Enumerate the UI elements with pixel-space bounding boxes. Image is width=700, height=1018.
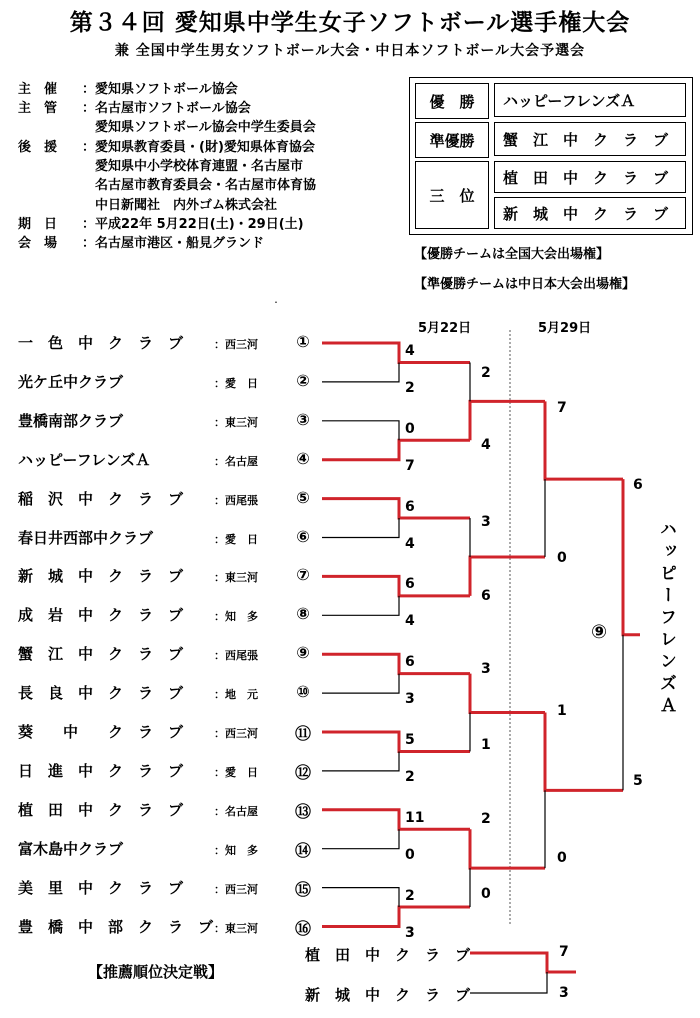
bracket-line	[322, 751, 399, 770]
champion-vertical: ハッピーフレンズＡ	[656, 520, 676, 718]
match-score: 4	[481, 437, 491, 453]
team-name: 植 田 中 ク ラ ブ	[18, 800, 184, 819]
match-score: 0	[481, 886, 491, 902]
team-row	[18, 489, 286, 509]
bracket-line	[322, 343, 470, 362]
team-seed: ⑦	[296, 565, 310, 585]
placement-team-1: 植 田 中 ク ラ ブ	[305, 946, 471, 964]
final-seed: ⑨	[591, 621, 608, 643]
team-seed: ⑨	[296, 643, 310, 663]
team-name: 日 進 中 ク ラ ブ	[18, 761, 184, 780]
team-region: ：愛 日	[214, 376, 258, 390]
team-seed: ⑬	[294, 801, 311, 821]
bracket-line	[322, 674, 399, 693]
match-score: 1	[557, 703, 567, 719]
match-score: 4	[405, 613, 415, 630]
runnerup-name: 蟹 江 中 ク ラ ブ	[494, 122, 686, 156]
info-row: 主 催 ：愛知県ソフトボール協会	[18, 82, 238, 97]
team-seed: ⑥	[296, 526, 310, 546]
team-row	[18, 722, 286, 742]
team-seed: ⑤	[296, 487, 310, 507]
match-score: 2	[405, 887, 415, 904]
placement-score-2: 3	[559, 985, 569, 1001]
team-row	[18, 450, 286, 470]
bracket-line	[322, 810, 470, 829]
bracket-line	[545, 713, 623, 791]
bracket-line	[322, 888, 399, 907]
team-row	[18, 761, 286, 781]
bracket-line	[322, 732, 470, 751]
team-seed: ③	[296, 409, 310, 429]
team-name: 葵 中 ク ラ ブ	[18, 723, 184, 741]
info-row: 愛知県ソフトボール協会中学生委員会	[95, 120, 316, 135]
bracket-line	[322, 499, 470, 518]
team-region: ：東三河	[214, 415, 258, 429]
team-name: 美 里 中 ク ラ ブ	[18, 878, 184, 897]
team-name: 豊橋南部クラブ	[18, 411, 124, 430]
champion-name: ハッピーフレンズＡ	[494, 83, 686, 117]
third-label: 三 位	[415, 161, 489, 229]
team-row	[18, 333, 286, 353]
match-score: 0	[405, 420, 415, 437]
bracket-line	[623, 479, 640, 635]
team-name: ハッピーフレンズＡ	[18, 450, 151, 469]
match-score: 6	[405, 576, 415, 593]
match-score: 0	[557, 850, 567, 866]
team-row	[18, 566, 286, 586]
page-subtitle: 兼 全国中学生男女ソフトボール大会・中日本ソフトボール大会予選会	[114, 43, 586, 59]
bracket-line	[322, 907, 470, 926]
info-row: 名古屋市教育委員会・名古屋市体育協	[95, 178, 317, 193]
team-row	[18, 372, 286, 392]
bracket-line	[470, 401, 545, 440]
team-seed: ⑫	[294, 762, 311, 782]
bracket-line	[322, 576, 470, 595]
info-row: 会 場 ：名古屋市港区・船見グランド	[18, 236, 265, 251]
team-region: ：愛 日	[214, 765, 258, 779]
team-row	[18, 800, 286, 820]
bracket-line	[322, 362, 399, 381]
team-name: 富木島中クラブ	[18, 839, 124, 858]
placement-score-1: 7	[559, 944, 569, 960]
bracket-line	[322, 596, 399, 615]
info-row: 愛知県中小学校体育連盟・名古屋市	[95, 159, 304, 174]
team-row	[18, 528, 286, 548]
placement-team-2: 新 城 中 ク ラ ブ	[305, 986, 471, 1004]
team-name: 新 城 中 ク ラ ブ	[18, 567, 184, 586]
match-score: 6	[405, 498, 415, 515]
team-row	[18, 917, 286, 937]
team-region: ：知 多	[214, 843, 258, 857]
team-seed: ⑮	[294, 879, 311, 899]
team-region: ：西三河	[214, 338, 258, 351]
info-row: 後 援 ：愛知県教育委員・(財)愛知県体育協会	[18, 140, 315, 155]
champion-label: 優 勝	[415, 83, 489, 119]
match-score: 4	[405, 343, 415, 359]
bracket-line	[322, 518, 399, 537]
team-name: 豊 橋 中 部 ク ラ ブ	[18, 917, 214, 936]
bracket-line	[322, 421, 399, 440]
team-region: ：西尾張	[214, 493, 258, 507]
info-row: 中日新聞社 内外ゴム株式会社	[95, 198, 278, 213]
match-score: 5	[405, 732, 415, 748]
bracket-line	[470, 674, 545, 713]
note-national: 【優勝チームは全国大会出場権】	[414, 247, 610, 262]
team-row	[18, 683, 286, 703]
team-seed: ⑪	[294, 724, 311, 743]
match-score: 3	[481, 514, 491, 530]
team-name: 成 岩 中 ク ラ ブ	[18, 606, 184, 625]
match-score: 3	[405, 691, 415, 708]
match-score: 3	[405, 924, 415, 941]
team-region: ：西三河	[214, 727, 258, 740]
info-row: 期 日 ：平成22年 5月22日(土)・29日(土)	[18, 217, 304, 232]
match-score: 0	[557, 550, 567, 566]
team-row	[18, 878, 286, 898]
match-score: 3	[481, 661, 491, 677]
page-title: 第３４回 愛知県中学生女子ソフトボール選手権大会	[69, 10, 631, 36]
dot-mark: ・	[272, 298, 280, 307]
team-seed: ⑭	[294, 840, 311, 860]
match-score: 1	[481, 737, 491, 753]
third-name-2: 新 城 中 ク ラ ブ	[494, 197, 686, 229]
team-name: 光ケ丘中クラブ	[18, 372, 124, 391]
team-region: ：愛 日	[214, 532, 258, 546]
bracket-line	[322, 440, 470, 459]
team-name: 一 色 中 ク ラ ブ	[18, 334, 184, 352]
date-day2: 5月29日	[538, 321, 592, 336]
team-row	[18, 605, 286, 625]
team-row	[18, 644, 286, 664]
third-name-1: 植 田 中 ク ラ ブ	[494, 161, 686, 193]
match-score: 6	[481, 588, 491, 604]
team-seed: ⑩	[296, 682, 310, 702]
team-name: 春日井西部中クラブ	[18, 528, 154, 547]
bracket-line	[470, 829, 545, 868]
team-seed: ②	[296, 370, 310, 390]
team-row	[18, 839, 286, 859]
runnerup-label: 準優勝	[415, 122, 489, 158]
match-score: 2	[405, 768, 415, 785]
team-region: ：名古屋	[214, 804, 258, 818]
match-score: 2	[405, 379, 415, 396]
team-region: ：西三河	[214, 882, 258, 896]
bracket-line	[470, 972, 547, 993]
date-day1: 5月22日	[418, 321, 472, 336]
team-seed: ④	[296, 448, 310, 468]
match-score: 5	[633, 773, 643, 789]
team-name: 長 良 中 ク ラ ブ	[18, 684, 184, 703]
bracket-line	[322, 829, 399, 848]
match-score: 2	[481, 365, 491, 381]
info-row: 主 管 ：名古屋市ソフトボール協会	[18, 101, 251, 116]
team-row	[18, 411, 286, 431]
match-score: 7	[557, 400, 567, 416]
bracket-line	[322, 654, 470, 673]
match-score: 0	[405, 846, 415, 863]
match-score: 4	[405, 535, 415, 552]
note-chubu: 【準優勝チームは中日本大会出場権】	[414, 277, 636, 292]
team-region: ：西尾張	[214, 649, 258, 663]
team-region: ：知 多	[214, 610, 258, 624]
team-region: ：名古屋	[214, 454, 258, 468]
placement-label: 【推薦順位決定戦】	[88, 963, 224, 981]
team-region: ：東三河	[214, 571, 258, 585]
team-seed: ⑯	[294, 918, 311, 938]
team-name: 稲 沢 中 ク ラ ブ	[18, 489, 184, 508]
team-seed: ⑧	[296, 604, 310, 624]
team-region: ：地 元	[214, 688, 258, 702]
team-seed: ①	[296, 332, 310, 351]
match-score: 7	[405, 457, 415, 474]
team-region: ：東三河	[214, 921, 258, 935]
team-name: 蟹 江 中 ク ラ ブ	[18, 645, 184, 664]
match-score: 11	[405, 809, 425, 826]
match-score: 6	[633, 477, 643, 493]
match-score: 2	[481, 811, 491, 827]
match-score: 6	[405, 654, 415, 671]
